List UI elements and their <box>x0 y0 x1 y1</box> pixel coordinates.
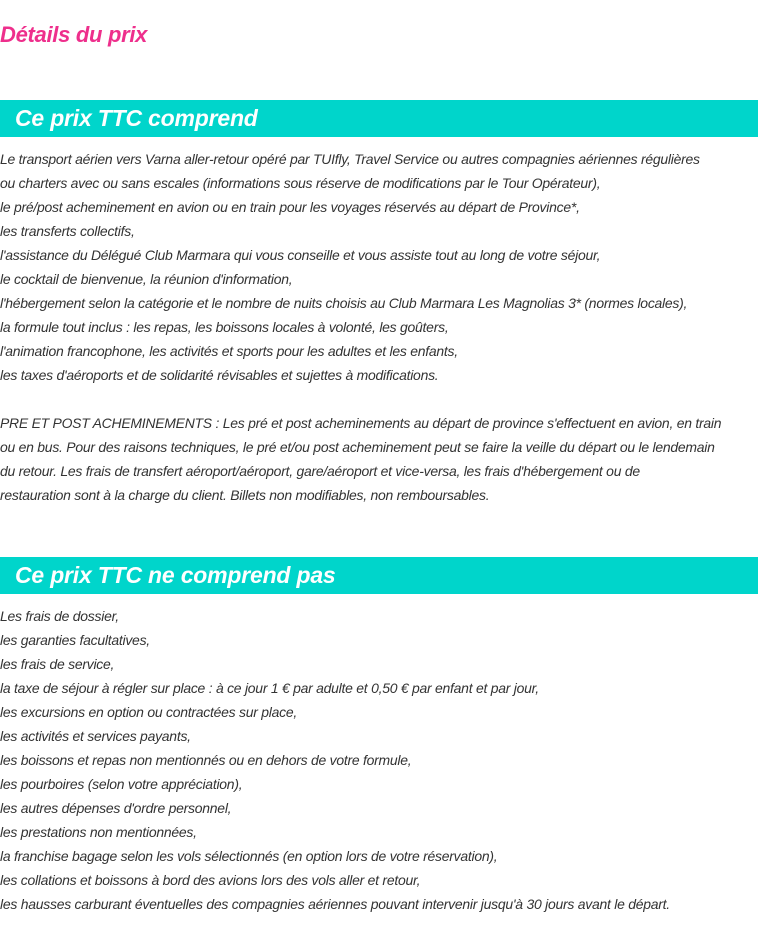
excluded-item: les boissons et repas non mentionnés ou en dehors de votre formule, <box>0 752 412 768</box>
included-item: l'assistance du Délégué Club Marmara qui vous conseille et vous assiste tout au long de votre séjour, <box>0 247 601 263</box>
excluded-item: les garanties facultatives, <box>0 632 150 648</box>
section-heading-included: Ce prix TTC comprend <box>0 100 758 137</box>
page-title: Détails du prix <box>0 22 148 47</box>
excluded-item: les frais de service, <box>0 656 115 672</box>
included-item: l'animation francophone, les activités et sports pour les adultes et les enfants, <box>0 343 458 359</box>
included-item: le cocktail de bienvenue, la réunion d'information, <box>0 271 293 287</box>
acheminement-note-line: restauration sont à la charge du client. Billets non modifiables, non remboursables. <box>0 487 490 503</box>
excluded-item: les activités et services payants, <box>0 728 191 744</box>
acheminement-note <box>0 411 758 507</box>
included-item: Le transport aérien vers Varna aller-retour opéré par TUIfly, Travel Service ou autres compagnies aériennes régulières <box>0 151 700 167</box>
included-item: ou charters avec ou sans escales (informations sous réserve de modifications par le Tour Opérateur), <box>0 175 601 191</box>
excluded-item: les prestations non mentionnées, <box>0 824 197 840</box>
excluded-item: la franchise bagage selon les vols sélectionnés (en option lors de votre réservation), <box>0 848 498 864</box>
included-item: l'hébergement selon la catégorie et le nombre de nuits choisis au Club Marmara Les Magnolias 3* (normes locales), <box>0 295 688 311</box>
acheminement-note-line: du retour. Les frais de transfert aéroport/aéroport, gare/aéroport et vice-versa, les frais d'hébergement ou de <box>0 463 640 479</box>
included-item: les taxes d'aéroports et de solidarité révisables et sujettes à modifications. <box>0 367 439 383</box>
excluded-item: les autres dépenses d'ordre personnel, <box>0 800 232 816</box>
excluded-item: la taxe de séjour à régler sur place : à ce jour 1 € par adulte et 0,50 € par enfant et par jour, <box>0 680 539 696</box>
excluded-item: les collations et boissons à bord des avions lors des vols aller et retour, <box>0 872 421 888</box>
excluded-list <box>0 604 758 916</box>
acheminement-note-line: PRE ET POST ACHEMINEMENTS : Les pré et post acheminements au départ de province s'effectuent en avion, en train <box>0 415 722 431</box>
excluded-item: Les frais de dossier, <box>0 608 119 624</box>
acheminement-note-line: ou en bus. Pour des raisons techniques, le pré et/ou post acheminement peut se faire la veille du départ ou le lendemain <box>0 439 715 455</box>
included-item: la formule tout inclus : les repas, les boissons locales à volonté, les goûters, <box>0 319 449 335</box>
excluded-item: les pourboires (selon votre appréciation), <box>0 776 243 792</box>
included-list <box>0 147 758 387</box>
section-heading-excluded: Ce prix TTC ne comprend pas <box>0 557 758 594</box>
excluded-item: les hausses carburant éventuelles des compagnies aériennes pouvant intervenir jusqu'à 30 jours avant le départ. <box>0 896 670 912</box>
excluded-item: les excursions en option ou contractées sur place, <box>0 704 297 720</box>
included-item: le pré/post acheminement en avion ou en train pour les voyages réservés au départ de Province*, <box>0 199 580 215</box>
included-item: les transferts collectifs, <box>0 223 135 239</box>
